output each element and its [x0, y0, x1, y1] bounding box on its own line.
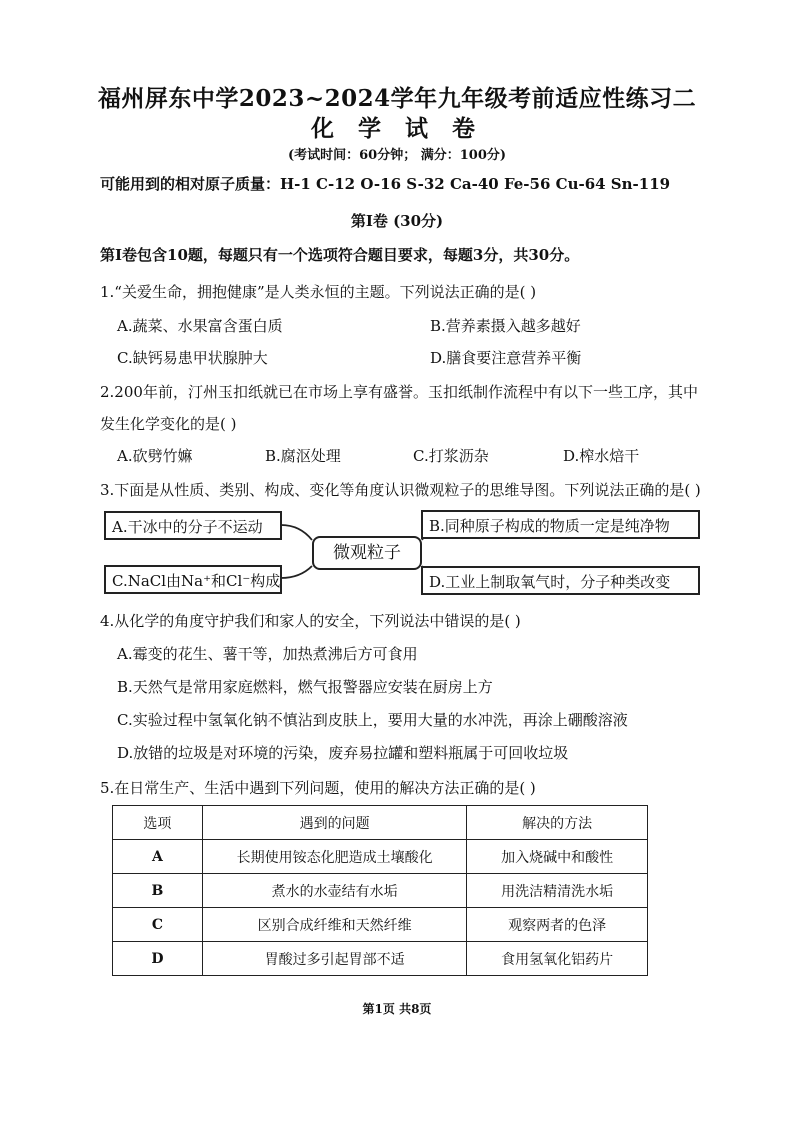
table-cell-solution: 观察两者的色泽 — [467, 908, 648, 942]
q3-stem: 3.下面是从性质、类别、构成、变化等角度认识微观粒子的思维导图。下列说法正确的是( ) — [100, 481, 701, 499]
q4-option-c: C.实验过程中氢氧化钠不慎沾到皮肤上，要用大量的水冲洗，再涂上硼酸溶液 — [117, 711, 628, 729]
mind-map-option-c: C.NaCl由Na⁺和Cl⁻构成 — [104, 565, 282, 594]
table-header-option: 选项 — [113, 806, 203, 840]
page-footer: 第1页 共8页 — [362, 1002, 432, 1016]
mind-map-option-d: D.工业上制取氧气时，分子种类改变 — [421, 566, 700, 595]
q4-option-b: B.天然气是常用家庭燃料，燃气报警器应安装在厨房上方 — [117, 678, 493, 696]
exam-title: 福州屏东中学2023~2024学年九年级考前适应性练习二 — [97, 85, 697, 112]
table-header-problem: 遇到的问题 — [202, 806, 466, 840]
q2-stem-line2: 发生化学变化的是( ) — [100, 415, 237, 433]
table-header-solution: 解决的方法 — [467, 806, 648, 840]
q4-option-a: A.霉变的花生、薯干等，加热煮沸后方可食用 — [117, 645, 418, 663]
table-row — [113, 840, 648, 874]
q1-option-b: B.营养素摄入越多越好 — [430, 317, 581, 335]
table-cell-solution: 用洗洁精清洗水垢 — [467, 874, 648, 908]
table-cell-problem: 长期使用铵态化肥造成土壤酸化 — [202, 840, 466, 874]
table-header-row — [113, 806, 648, 840]
section-heading: 第Ⅰ卷 (30分) — [350, 212, 444, 230]
q1-option-d: D.膳食要注意营养平衡 — [430, 349, 582, 367]
table-cell-solution: 食用氢氧化铝药片 — [467, 942, 648, 976]
table-cell-option: A — [113, 840, 203, 874]
q2-option-d: D.榨水焙干 — [563, 447, 640, 465]
mind-map-option-b: B.同种原子构成的物质一定是纯净物 — [421, 510, 700, 539]
subject-title: 化 学 试 卷 — [310, 115, 484, 142]
q2-option-b: B.腐沤处理 — [265, 447, 341, 465]
table-cell-solution: 加入烧碱中和酸性 — [467, 840, 648, 874]
table-cell-option: C — [113, 908, 203, 942]
mind-map-option-a: A.干冰中的分子不运动 — [104, 511, 282, 540]
q2-stem-line1: 2.200年前，汀州玉扣纸就已在市场上享有盛誉。玉扣纸制作流程中有以下一些工序，其中 — [100, 383, 698, 401]
atomic-masses: 可能用到的相对原子质量：H-1 C-12 O-16 S-32 Ca-40 Fe-56 Cu-64 Sn-119 — [100, 175, 671, 193]
q1-stem: 1.“关爱生命，拥抱健康”是人类永恒的主题。下列说法正确的是( ) — [100, 283, 537, 301]
table-row — [113, 942, 648, 976]
table-row — [113, 874, 648, 908]
table-row — [113, 908, 648, 942]
q1-option-c: C.缺钙易患甲状腺肿大 — [117, 349, 268, 367]
table-cell-option: B — [113, 874, 203, 908]
q4-option-d: D.放错的垃圾是对环境的污染，废弃易拉罐和塑料瓶属于可回收垃圾 — [117, 744, 569, 762]
q4-stem: 4.从化学的角度守护我们和家人的安全，下列说法中错误的是( ) — [100, 612, 521, 630]
mind-map-center: 微观粒子 — [312, 536, 422, 570]
q5-stem: 5.在日常生产、生活中遇到下列问题，使用的解决方法正确的是( ) — [100, 779, 536, 797]
q5-table — [112, 805, 648, 976]
table-cell-option: D — [113, 942, 203, 976]
table-cell-problem: 煮水的水壶结有水垢 — [202, 874, 466, 908]
q1-option-a: A.蔬菜、水果富含蛋白质 — [117, 317, 283, 335]
q2-option-c: C.打浆沥杂 — [413, 447, 489, 465]
table-cell-problem: 区别合成纤维和天然纤维 — [202, 908, 466, 942]
q2-option-a: A.砍劈竹嫲 — [117, 447, 193, 465]
exam-info: (考试时间：60分钟； 满分：100分) — [287, 148, 507, 163]
section-instructions: 第Ⅰ卷包含10题，每题只有一个选项符合题目要求，每题3分，共30分。 — [100, 246, 580, 264]
table-cell-problem: 胃酸过多引起胃部不适 — [202, 942, 466, 976]
